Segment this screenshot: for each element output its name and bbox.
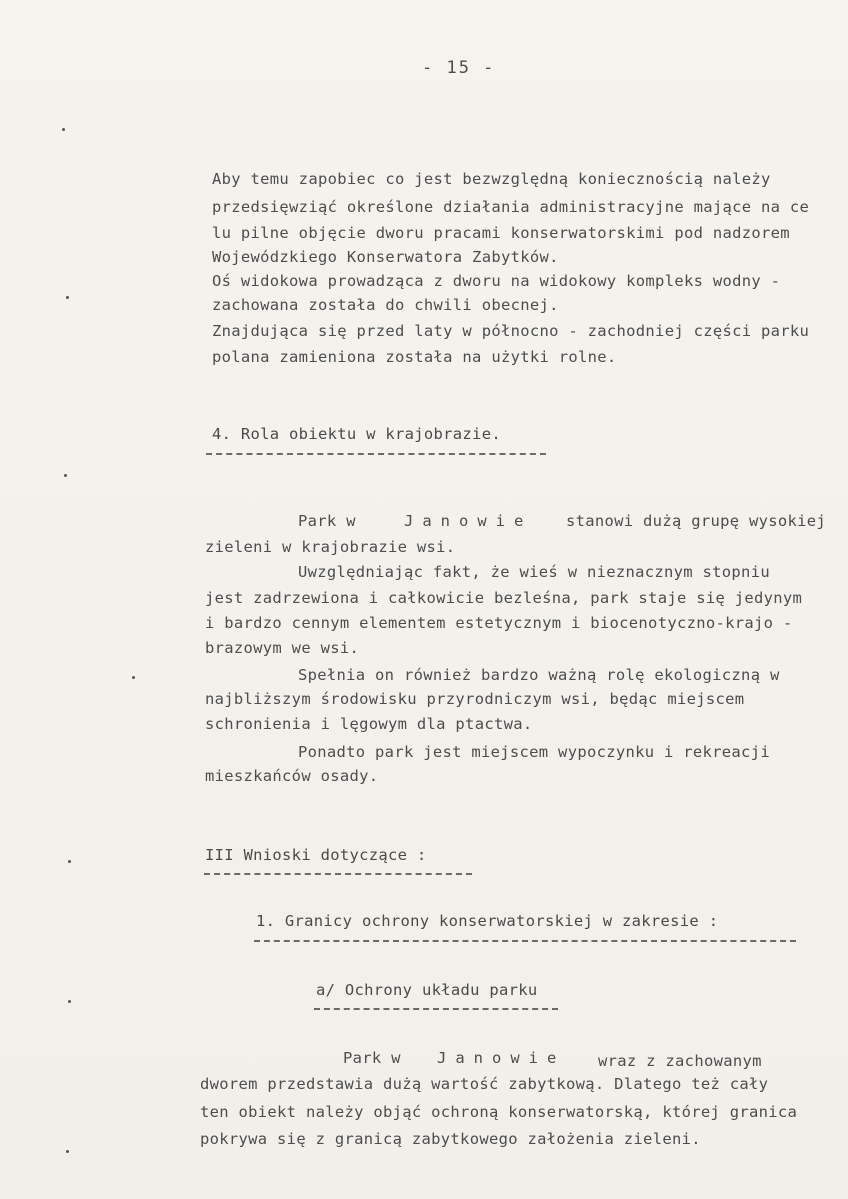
- paragraph-line: dworem przedstawia dużą wartość zabytkową. Dlatego też cały: [200, 1075, 769, 1093]
- paragraph-line: pokrywa się z granicą zabytkowego założenia zieleni.: [200, 1130, 701, 1148]
- section-heading: III Wnioski dotyczące :: [205, 846, 427, 864]
- scan-speck: [132, 676, 135, 679]
- subsection-heading: 1. Granicy ochrony konserwatorskiej w zakresie :: [256, 912, 719, 930]
- paragraph-line: Spełnia on również bardzo ważną rolę ekologiczną w: [298, 666, 780, 684]
- paragraph-line: zieleni w krajobrazie wsi.: [205, 538, 456, 556]
- paragraph-line: mieszkańców osady.: [205, 767, 379, 785]
- section-heading: 4. Rola obiektu w krajobrazie.: [212, 425, 501, 443]
- page-number: - 15 -: [422, 58, 496, 78]
- place-name: Janowie: [404, 512, 533, 530]
- paragraph-line-start: Park w: [298, 512, 356, 530]
- paragraph-line: lu pilne objęcie dworu pracami konserwatorskimi pod nadzorem: [212, 224, 790, 242]
- paragraph-line: jest zadrzewiona i całkowicie bezleśna, park staje się jedynym: [205, 589, 803, 607]
- heading-underline: [206, 453, 546, 455]
- paragraph-line: schronienia i lęgowym dla ptactwa.: [205, 715, 533, 733]
- paragraph-line: polana zamieniona została na użytki rolne.: [212, 348, 617, 366]
- scan-speck: [68, 860, 71, 863]
- paragraph-line: zachowana została do chwili obecnej.: [212, 296, 559, 314]
- subheading-underline: [314, 1008, 558, 1010]
- paragraph-line-start: Park w: [343, 1049, 401, 1067]
- paragraph-line: Ponadto park jest miejscem wypoczynku i rekreacji: [298, 743, 770, 761]
- paragraph-line: ten obiekt należy objąć ochroną konserwatorską, której granica: [200, 1103, 798, 1121]
- place-name: Janowie: [437, 1049, 566, 1067]
- scan-speck: [62, 128, 65, 131]
- paragraph-line: Oś widokowa prowadząca z dworu na widokowy kompleks wodny -: [212, 272, 781, 290]
- paragraph-line-rest: stanowi dużą grupę wysokiej: [566, 512, 827, 530]
- paragraph-line: Aby temu zapobiec co jest bezwzględną koniecznością należy: [212, 170, 771, 188]
- scan-speck: [64, 474, 67, 477]
- subheading-underline: [254, 940, 796, 942]
- paragraph-line: najbliższym środowisku przyrodniczym wsi, będąc miejscem: [205, 690, 745, 708]
- paragraph-line: Wojewódzkiego Konserwatora Zabytków.: [212, 248, 559, 266]
- scan-speck: [68, 1000, 71, 1003]
- paragraph-line: brazowym we wsi.: [205, 639, 360, 657]
- paragraph-line: Uwzględniając fakt, że wieś w nieznacznym stopniu: [298, 563, 770, 581]
- scan-speck: [66, 1150, 69, 1153]
- heading-underline: [204, 873, 472, 875]
- paragraph-line: przedsięwziąć określone działania administracyjne mające na ce: [212, 198, 810, 216]
- paragraph-line-rest: wraz z zachowanym: [598, 1052, 762, 1070]
- paragraph-line: i bardzo cennym elementem estetycznym i biocenotyczno-krajo -: [205, 614, 793, 632]
- subsection-heading: a/ Ochrony układu parku: [316, 981, 538, 999]
- scan-speck: [66, 296, 69, 299]
- paragraph-line: Znajdująca się przed laty w północno - zachodniej części parku: [212, 322, 810, 340]
